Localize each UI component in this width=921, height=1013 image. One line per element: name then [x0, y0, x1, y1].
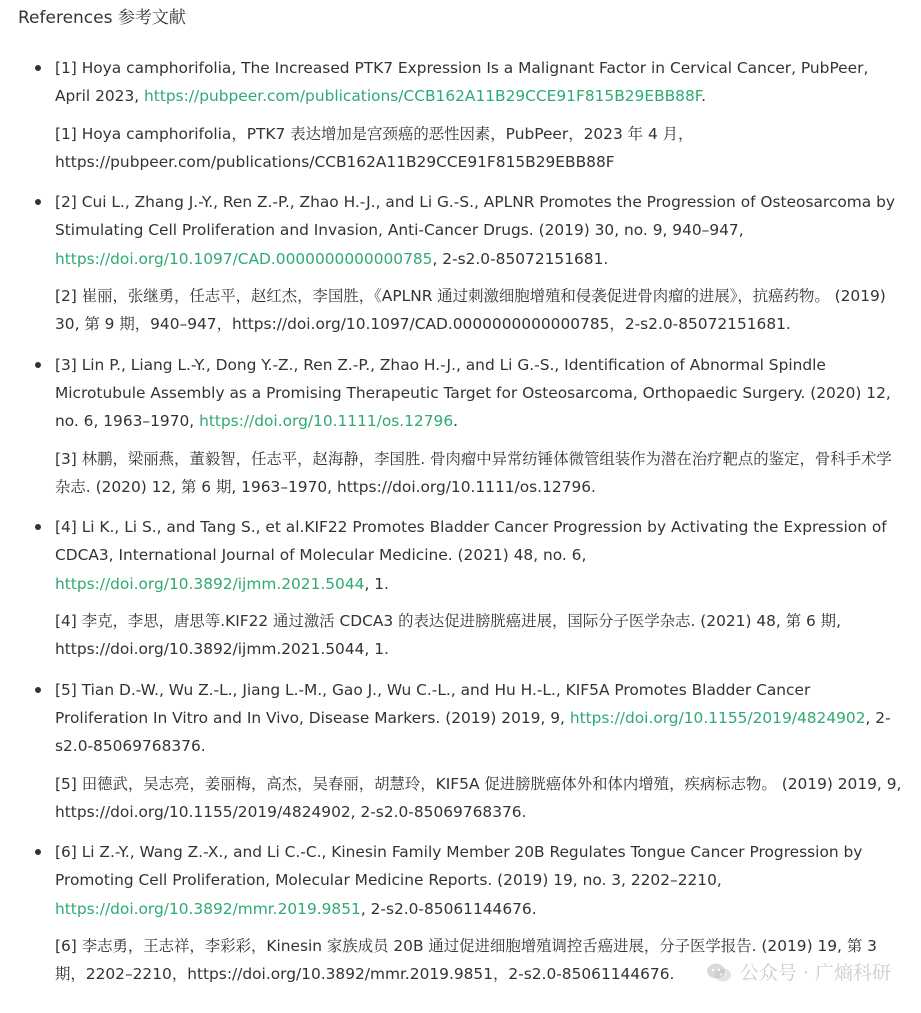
reference-tail: , 1.	[364, 574, 389, 593]
reference-chinese: [4] 李克，李思，唐思等.KIF22 通过激活 CDCA3 的表达促进膀胱癌进展，国际分子医学杂志. (2021) 48, 第 6 期, https://doi.org/10.3892/ijmm.2021.5044, 1.	[55, 612, 841, 659]
reference-chinese: [3] 林鹏，梁丽燕，董毅智，任志平，赵海静，李国胜. 骨肉瘤中异常纺锤体微管组装作为潜在治疗靶点的鉴定，骨科手术学杂志. (2020) 12, 第 6 期, 1963–1970, https://doi.org/10.1111/os.12796.	[55, 449, 892, 496]
reference-item-5	[0, 676, 921, 826]
reference-text: [4] Li K., Li S., and Tang S., et al.KIF22 Promotes Bladder Cancer Progression by Activating the Expression of CDCA3, International Journal of Molecular Medicine. (2021) 48, no. 6,	[55, 518, 887, 565]
reference-link[interactable]: https://doi.org/10.1155/2019/4824902	[569, 708, 866, 727]
bullet-icon	[35, 362, 41, 368]
reference-english	[55, 676, 905, 761]
reference-english	[55, 188, 905, 273]
reference-english	[55, 54, 905, 111]
reference-chinese: [5] 田德武，吴志亮，姜丽梅，高杰，吴春丽，胡慧玲，KIF5A 促进膀胱癌体外和体内增殖，疾病标志物。 (2019) 2019, 9, https://doi.org/10.1155/2019/4824902, 2-s2.0-85069768376.	[55, 774, 902, 821]
reference-text: [2] Cui L., Zhang J.-Y., Ren Z.-P., Zhao H.-J., and Li G.-S., APLNR Promotes the Progression of Osteosarcoma by Stimulating Cell Proliferation and Invasion, Anti-Cancer Drugs. (2019) 30, no. 9, 940–947,	[55, 193, 895, 240]
reference-link[interactable]: https://doi.org/10.1111/os.12796	[199, 412, 454, 431]
reference-tail: .	[701, 87, 707, 106]
section-title: References 参考文献	[18, 8, 186, 28]
reference-link[interactable]: https://doi.org/10.3892/ijmm.2021.5044	[55, 574, 365, 593]
reference-tail: , 2-s2.0-85072151681.	[432, 249, 609, 268]
reference-list	[0, 54, 921, 1001]
reference-text: [3] Lin P., Liang L.-Y., Dong Y.-Z., Ren Z.-P., Zhao H.-J., and Li G.-S., Identification of Abnormal Spindle Microtubule Assembly as a Promising Therapeutic Target for Osteosarcoma, Orthopaedic Surgery. (2020) 12, no. 6, 1963–1970,	[55, 355, 891, 431]
reference-text: [1] Hoya camphorifolia, The Increased PTK7 Expression Is a Malignant Factor in Cervical Cancer, PubPeer, April 2023,	[55, 59, 869, 106]
reference-link[interactable]: https://doi.org/10.3892/mmr.2019.9851	[55, 899, 361, 918]
reference-chinese: [2] 崔丽，张继勇，任志平，赵红杰，李国胜，《APLNR 通过刺激细胞增殖和侵袭促进骨肉瘤的进展》，抗癌药物。 (2019) 30, 第 9 期，940–947，https://doi.org/10.1097/CAD.0000000000000785，2-s2.0-85072151681.	[55, 287, 886, 334]
watermark-text: 公众号 · 广熵科研	[739, 962, 891, 984]
reference-item-3	[0, 351, 921, 501]
reference-english	[55, 351, 905, 436]
reference-english	[55, 513, 905, 598]
reference-tail: , 2-s2.0-85069768376.	[55, 708, 891, 756]
reference-chinese: [1] Hoya camphorifolia，PTK7 表达增加是宫颈癌的恶性因素，PubPeer，2023 年 4 月，https://pubpeer.com/publications/CCB162A11B29CCE91F815B29EBB88F	[55, 124, 694, 171]
reference-link[interactable]: https://doi.org/10.1097/CAD.0000000000000785	[55, 249, 433, 268]
reference-item-1	[0, 54, 921, 176]
reference-link[interactable]: https://pubpeer.com/publications/CCB162A11B29CCE91F815B29EBB88F	[144, 87, 702, 106]
bullet-icon	[35, 849, 41, 855]
reference-text: [5] Tian D.-W., Wu Z.-L., Jiang L.-M., Gao J., Wu C.-L., and Hu H.-L., KIF5A Promotes Bladder Cancer Proliferation In Vitro and In Vivo, Disease Markers. (2019) 2019, 9,	[55, 680, 811, 727]
reference-tail: .	[453, 412, 459, 431]
reference-chinese: [6] 李志勇，王志祥，李彩彩，Kinesin 家族成员 20B 通过促进细胞增殖调控舌癌进展，分子医学报告. (2019) 19, 第 3 期，2202–2210，https://doi.org/10.3892/mmr.2019.9851，2-s2.0-85061144676.	[55, 937, 877, 984]
watermark	[706, 961, 891, 985]
reference-item-2	[0, 188, 921, 338]
bullet-icon	[35, 524, 41, 530]
reference-text: [6] Li Z.-Y., Wang Z.-X., and Li C.-C., Kinesin Family Member 20B Regulates Tongue Cancer Progression by Promoting Cell Proliferation, Molecular Medicine Reports. (2019) 19, no. 3, 2202–2210,	[55, 843, 863, 890]
wechat-icon	[706, 962, 732, 984]
reference-english	[55, 838, 905, 923]
reference-tail: , 2-s2.0-85061144676.	[360, 899, 537, 918]
reference-item-4	[0, 513, 921, 663]
bullet-icon	[35, 199, 41, 205]
bullet-icon	[35, 65, 41, 71]
bullet-icon	[35, 687, 41, 693]
